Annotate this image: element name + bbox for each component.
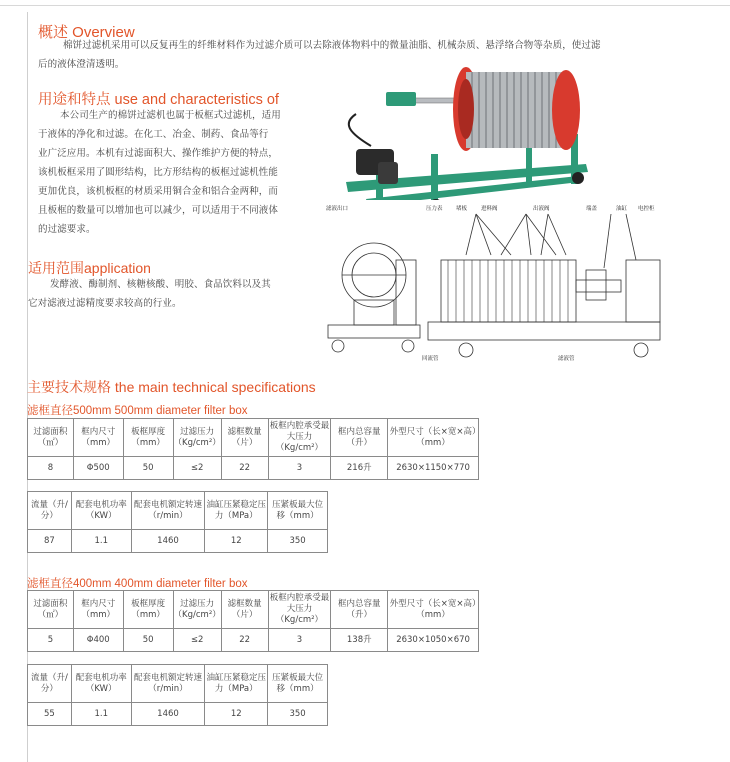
header-cell: 压紧板最大位移（mm） bbox=[268, 492, 328, 530]
overview-title: 概述 Overview bbox=[38, 24, 135, 41]
header-cell: 过滤压力（Kg/cm²） bbox=[173, 419, 221, 457]
table-cell: 2630×1150×770 bbox=[388, 457, 479, 480]
table-header-row bbox=[28, 419, 479, 457]
header-cell: 油缸压紧稳定压力（MPa） bbox=[205, 665, 268, 703]
table-cell: 22 bbox=[221, 457, 268, 480]
drawing-label: 电控柜 bbox=[638, 206, 655, 212]
header-cell: 滤框数量（片） bbox=[221, 591, 268, 629]
table-cell: 1.1 bbox=[71, 530, 131, 553]
table-cell: 12 bbox=[205, 703, 268, 726]
header-cell: 板框内腔承受最大压力（Kg/cm²） bbox=[268, 419, 331, 457]
header-cell: 板框厚度（mm） bbox=[123, 591, 173, 629]
header-cell: 压紧板最大位移（mm） bbox=[268, 665, 328, 703]
drawing-label: 滤液管 bbox=[558, 356, 575, 362]
table-cell: 350 bbox=[268, 703, 328, 726]
usage-line: 于液体的净化和过滤。在化工、冶金、制药、食品等行 bbox=[38, 129, 269, 140]
table-cell: 138升 bbox=[331, 629, 388, 652]
box500-main-table bbox=[27, 418, 479, 480]
drawing-label: 出液阀 bbox=[533, 206, 550, 212]
technical-drawing bbox=[326, 200, 666, 368]
table-cell: 1.1 bbox=[71, 703, 131, 726]
scope-text bbox=[28, 275, 308, 313]
top-divider bbox=[0, 5, 730, 6]
table-cell: Φ400 bbox=[73, 629, 123, 652]
header-cell: 外型尺寸（长×宽×高）（mm） bbox=[388, 591, 479, 629]
table-header-row bbox=[28, 591, 479, 629]
table-cell: 3 bbox=[268, 629, 331, 652]
header-cell: 配套电机额定转速（r/min） bbox=[131, 492, 205, 530]
table-cell: 5 bbox=[28, 629, 74, 652]
table-cell: 1460 bbox=[131, 703, 205, 726]
header-cell: 框内总容量（升） bbox=[331, 591, 388, 629]
overview-line: 棉饼过滤机采用可以反复再生的纤维材料作为过滤介质可以去除液体物料中的微量油脂、机械杂质、悬浮络合物等杂质，使过滤 bbox=[63, 40, 601, 51]
table-cell: 50 bbox=[123, 629, 173, 652]
table-header-row bbox=[28, 492, 328, 530]
header-cell: 过滤面积（㎡） bbox=[28, 419, 74, 457]
header-cell: 滤框数量（片） bbox=[221, 419, 268, 457]
table-cell: 350 bbox=[268, 530, 328, 553]
box500-motor-table bbox=[27, 491, 328, 553]
usage-text bbox=[38, 106, 308, 239]
usage-line: 且板框的数量可以增加也可以减少，可以适用于不同液体 bbox=[38, 205, 279, 216]
drawing-label: 堵板 bbox=[456, 206, 468, 212]
drawing-label: 回流管 bbox=[422, 356, 439, 362]
header-cell: 配套电机额定转速（r/min） bbox=[131, 665, 205, 703]
box500-title: 滤框直径500mm 500mm diameter filter box bbox=[27, 405, 248, 417]
table-cell: 55 bbox=[28, 703, 72, 726]
header-cell: 配套电机功率（KW） bbox=[71, 492, 131, 530]
header-cell: 配套电机功率（KW） bbox=[71, 665, 131, 703]
usage-line: 的过滤要求。 bbox=[38, 224, 96, 235]
table-row bbox=[28, 530, 328, 553]
usage-line: 更加优良，该机板框的材质采用铜合金和铝合金两种，而 bbox=[38, 186, 279, 197]
table-row bbox=[28, 457, 479, 480]
usage-line: 本公司生产的棉饼过滤机也属于板框式过滤机，适用 bbox=[60, 110, 281, 121]
header-cell: 板框厚度（mm） bbox=[123, 419, 173, 457]
header-cell: 过滤面积（㎡） bbox=[28, 591, 74, 629]
drawing-label: 端盖 bbox=[586, 206, 598, 212]
header-cell: 流量（升/分） bbox=[28, 665, 72, 703]
header-cell: 过滤压力（Kg/cm²） bbox=[173, 591, 221, 629]
table-cell: 22 bbox=[221, 629, 268, 652]
table-cell: Φ500 bbox=[73, 457, 123, 480]
header-cell: 板框内腔承受最大压力（Kg/cm²） bbox=[268, 591, 331, 629]
header-cell: 油缸压紧稳定压力（MPa） bbox=[205, 492, 268, 530]
table-cell: 50 bbox=[123, 457, 173, 480]
header-cell: 框内总容量（升） bbox=[331, 419, 388, 457]
usage-line: 该机板框采用了圆形结构，比方形结构的板框过滤机性能 bbox=[38, 167, 279, 178]
header-cell: 框内尺寸（mm） bbox=[73, 419, 123, 457]
scope-title: 适用范围application bbox=[28, 260, 151, 276]
table-cell: 8 bbox=[28, 457, 74, 480]
drawing-label: 滤液出口 bbox=[326, 206, 349, 212]
box400-main-table bbox=[27, 590, 479, 652]
header-cell: 框内尺寸（mm） bbox=[73, 591, 123, 629]
table-cell: 1460 bbox=[131, 530, 205, 553]
table-cell: ≤2 bbox=[173, 629, 221, 652]
drawing-label: 油缸 bbox=[616, 206, 628, 212]
box400-motor-table bbox=[27, 664, 328, 726]
drawing-label: 压力表 bbox=[426, 206, 443, 212]
box400-title: 滤框直径400mm 400mm diameter filter box bbox=[27, 578, 248, 590]
table-cell: 3 bbox=[268, 457, 331, 480]
drawing-label: 进料阀 bbox=[481, 206, 498, 212]
scope-line: 它对滤液过滤精度要求较高的行业。 bbox=[28, 298, 182, 309]
table-cell: 87 bbox=[28, 530, 72, 553]
table-header-row bbox=[28, 665, 328, 703]
scope-line: 发酵液、酶制剂、核糖核酸、明胶、食品饮料以及其 bbox=[50, 279, 271, 290]
usage-line: 业广泛应用。本机有过滤面积大、操作维护方便的特点， bbox=[38, 148, 279, 159]
specs-title: 主要技术规格 the main technical specifications bbox=[27, 379, 316, 395]
table-row bbox=[28, 703, 328, 726]
overview-line: 后的液体澄清透明。 bbox=[38, 59, 125, 70]
table-cell: ≤2 bbox=[173, 457, 221, 480]
header-cell: 流量（升/分） bbox=[28, 492, 72, 530]
usage-title: 用途和特点 use and characteristics of bbox=[38, 92, 279, 108]
table-cell: 2630×1050×670 bbox=[388, 629, 479, 652]
table-cell: 12 bbox=[205, 530, 268, 553]
table-cell: 216升 bbox=[331, 457, 388, 480]
header-cell: 外型尺寸（长×宽×高）（mm） bbox=[388, 419, 479, 457]
table-row bbox=[28, 629, 479, 652]
